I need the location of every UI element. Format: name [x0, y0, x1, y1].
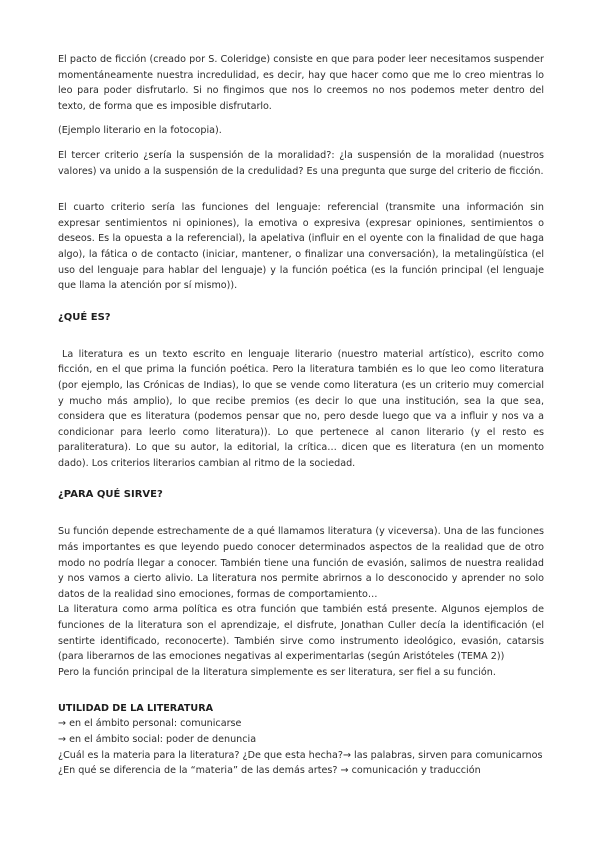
- heading-utilidad: UTILIDAD DE LA LITERATURA: [58, 703, 214, 715]
- paragraph-cuarto-criterio: El cuarto criterio sería las funciones del lenguaje: referencial (transmite una información sin expresar sentimientos ni opiniones), la emotiva o expresiva (expresar opiniones, sentimientos o deseos. Es la opuesta a la referencial), la apelativa (influir en el oyente con la finalidad de que haga algo), la fática o de contacto (iniciar, mantener, o finalizar una conversación), la metalingüística (el uso del lenguaje para hablar del lenguaje) y la función poética (es la función principal (el lenguaje que llama la atención por sí mismo)).: [58, 202, 544, 292]
- paragraph-arma-politica: La literatura como arma política es otra función que también está presente. Algunos ejemplos de funciones de la literatura son el aprendizaje, el disfrute, Jonathan Culler decía la identificación (el sentirte identificado, reconocerte). También sirve como instrumento ideológico, evasión, catarsis (para liberarnos de las emociones negativas al experimentarlas (según Aristóteles (TEMA 2)): [58, 604, 544, 663]
- paragraph-funcion: Su función depende estrechamente de a qué llamamos literatura (y viceversa). Una de las funciones más importantes es que leyendo puedo conocer determinados aspectos de la realidad que de otro modo no podría llegar a conocer. También tiene una función de evasión, salimos de nuestra realidad y nos vamos a cierto alivio. La literatura nos permite abrirnos a lo desconocido y aprender no solo datos de la realidad sino emociones, formas de comportamiento…: [58, 526, 544, 600]
- paragraph-ejemplo: (Ejemplo literario en la fotocopia).: [58, 125, 222, 137]
- paragraph-funcion-principal: Pero la función principal de la literatura simplemente es ser literatura, ser fiel a su función.: [58, 666, 496, 678]
- question-diferencia: ¿En qué se diferencia de la “materia” de las demás artes? → comunicación y traducción: [58, 765, 481, 777]
- heading-que-es: ¿QUÉ ES?: [58, 311, 111, 323]
- utilidad-social: → en el ámbito social: poder de denuncia: [58, 734, 257, 745]
- question-materia: ¿Cuál es la materia para la literatura? ¿De que esta hecha?→ las palabras, sirven para comunicarnos: [58, 749, 543, 761]
- document-page: [58, 52, 544, 779]
- paragraph-que-es: La literatura es un texto escrito en lenguaje literario (nuestro material artístico), escrito como ficción, en el que prima la función poética. Pero la literatura también es lo que leo como literatura (por ejemplo, las Crónicas de Indias), lo que se vende como literatura (es un criterio muy comercial y mucho más amplio), lo que recibe premios (es decir lo que una institución, sea la que sea, considera que es literatura (podemos pensar que no, pero desde luego que va a influir y nos va a condicionar para leerlo como literatura)). Lo que pertenece al canon literario (y el resto es paraliteratura). Lo que su autor, la editorial, la crítica… dicen que es literatura (en un momento dado). Los criterios literarios cambian al ritmo de la sociedad.: [58, 348, 544, 469]
- utilidad-personal: → en el ámbito personal: comunicarse: [58, 718, 242, 730]
- heading-para-que-sirve: ¿PARA QUÉ SIRVE?: [58, 489, 163, 501]
- paragraph-pacto-ficcion: El pacto de ficción (creado por S. Coleridge) consiste en que para poder leer necesitamos suspender momentáneamente nuestra incredulidad, es decir, hay que hacer como que me lo creo mientras lo leo para poder disfrutarlo. Si no fingimos que nos lo creemos no nos podemos meter dentro del texto, de forma que es imposible disfrutarlo.: [58, 54, 544, 112]
- paragraph-tercer-criterio: El tercer criterio ¿sería la suspensión de la moralidad?: ¿la suspensión de la moralidad (nuestros valores) va unido a la suspensión de la credulidad? Es una pregunta que surge del criterio de ficción.: [58, 149, 544, 177]
